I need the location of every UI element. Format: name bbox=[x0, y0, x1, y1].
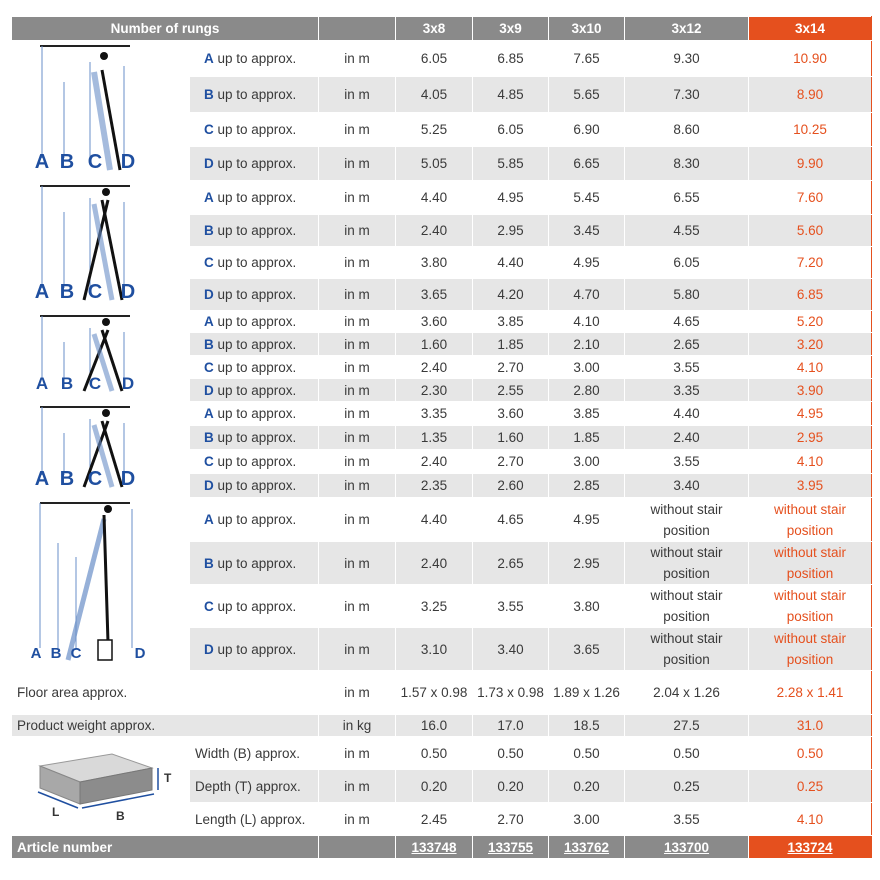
floor-area-label: Floor area approx. bbox=[12, 671, 319, 715]
unit-cell: in m bbox=[319, 279, 396, 311]
value-cell: 16.0 bbox=[396, 715, 473, 737]
unit-cell: in m bbox=[319, 498, 396, 542]
value-cell: without stair position bbox=[625, 542, 749, 585]
value-cell: 9.90 bbox=[749, 147, 872, 181]
value-cell: 4.10 bbox=[749, 450, 872, 474]
value-cell: 17.0 bbox=[473, 715, 549, 737]
spec-table-wrapper bbox=[11, 16, 872, 859]
dimension-label bbox=[190, 379, 319, 402]
dimension-letter: C bbox=[204, 454, 214, 469]
value-cell: 4.65 bbox=[625, 311, 749, 333]
value-cell: 2.10 bbox=[549, 333, 625, 356]
weight-label: Product weight approx. bbox=[12, 715, 319, 737]
header-col-3x9: 3x9 bbox=[473, 17, 549, 41]
value-cell: 8.60 bbox=[625, 113, 749, 147]
diagram-letter-c: C bbox=[88, 373, 102, 393]
up-to-text: up to approx. bbox=[213, 223, 297, 238]
value-cell: 7.20 bbox=[749, 247, 872, 279]
diagram-letter-d: D bbox=[121, 373, 135, 393]
value-cell: 1.57 x 0.98 bbox=[396, 671, 473, 715]
dimension-letter: A bbox=[204, 314, 214, 329]
up-to-text: up to approx. bbox=[213, 598, 297, 614]
value-cell: 2.85 bbox=[549, 474, 625, 498]
value-cell: without stair position bbox=[749, 498, 872, 542]
value-cell: 3.55 bbox=[625, 356, 749, 379]
weight-row bbox=[12, 715, 872, 737]
dimension-box-cell bbox=[12, 737, 190, 836]
dimension-letter: C bbox=[204, 122, 214, 137]
diagram-letter-c: C bbox=[87, 467, 103, 490]
value-cell: 4.85 bbox=[473, 77, 549, 113]
dimension-label bbox=[190, 113, 319, 147]
article-number-link[interactable]: 133724 bbox=[749, 836, 872, 859]
value-cell: 7.30 bbox=[625, 77, 749, 113]
value-cell: 2.40 bbox=[625, 426, 749, 450]
value-cell: 2.70 bbox=[473, 803, 549, 836]
value-cell: 7.60 bbox=[749, 181, 872, 215]
dimension-letter: D bbox=[204, 287, 214, 302]
article-label: Article number bbox=[12, 836, 319, 859]
ladder-diagram-cell bbox=[12, 311, 190, 402]
value-cell: 27.5 bbox=[625, 715, 749, 737]
diagram-letter-b: B bbox=[50, 644, 62, 662]
dimension-letter: B bbox=[204, 87, 214, 102]
value-cell: 1.85 bbox=[473, 333, 549, 356]
value-cell: 3.00 bbox=[549, 356, 625, 379]
value-cell: 5.60 bbox=[749, 215, 872, 247]
unit-cell: in m bbox=[319, 474, 396, 498]
value-cell: 0.25 bbox=[625, 770, 749, 803]
value-cell: 4.20 bbox=[473, 279, 549, 311]
value-cell: 4.95 bbox=[749, 402, 872, 426]
value-cell: without stair position bbox=[625, 628, 749, 671]
value-cell: 0.20 bbox=[473, 770, 549, 803]
value-cell: 1.60 bbox=[396, 333, 473, 356]
value-cell: 3.85 bbox=[549, 402, 625, 426]
value-cell: 5.25 bbox=[396, 113, 473, 147]
unit-cell: in m bbox=[319, 356, 396, 379]
dimension-label bbox=[190, 311, 319, 333]
unit-cell: in m bbox=[319, 147, 396, 181]
value-cell: 1.89 x 1.26 bbox=[549, 671, 625, 715]
value-cell: 3.00 bbox=[549, 803, 625, 836]
dimension-label bbox=[190, 215, 319, 247]
value-cell: 2.65 bbox=[625, 333, 749, 356]
up-to-text: up to approx. bbox=[213, 336, 297, 352]
value-cell: 6.85 bbox=[473, 41, 549, 77]
svg-text:L: L bbox=[52, 805, 60, 819]
value-cell: 3.40 bbox=[473, 628, 549, 671]
value-cell: 3.80 bbox=[549, 585, 625, 628]
value-cell: 3.60 bbox=[473, 402, 549, 426]
value-cell: 0.20 bbox=[396, 770, 473, 803]
value-cell: 2.30 bbox=[396, 379, 473, 402]
value-cell: 1.60 bbox=[473, 426, 549, 450]
diagram-letter-a: A bbox=[34, 467, 50, 490]
ladder-diagram-cell bbox=[12, 41, 190, 181]
value-cell: 5.05 bbox=[396, 147, 473, 181]
value-cell: 3.35 bbox=[396, 402, 473, 426]
diagram-letter-b: B bbox=[59, 467, 75, 490]
value-cell: 4.70 bbox=[549, 279, 625, 311]
value-cell: 2.04 x 1.26 bbox=[625, 671, 749, 715]
value-cell: 1.85 bbox=[549, 426, 625, 450]
floor-area-row bbox=[12, 671, 872, 715]
dimension-letter: D bbox=[204, 641, 214, 657]
unit-cell: in m bbox=[319, 181, 396, 215]
unit-cell: in m bbox=[319, 333, 396, 356]
ladder-diagram-icon bbox=[12, 403, 172, 497]
svg-text:B: B bbox=[116, 809, 125, 823]
value-cell: 4.10 bbox=[749, 803, 872, 836]
up-to-text: up to approx. bbox=[213, 287, 297, 302]
diagram-letter-a: A bbox=[35, 373, 49, 393]
value-cell: without stair position bbox=[625, 498, 749, 542]
unit-cell: in m bbox=[319, 585, 396, 628]
dimension-letter: B bbox=[204, 430, 214, 445]
dimension-label bbox=[190, 402, 319, 426]
article-number-link[interactable]: 133700 bbox=[625, 836, 749, 859]
unit-cell bbox=[319, 836, 396, 859]
value-cell: 0.25 bbox=[749, 770, 872, 803]
value-cell: 0.50 bbox=[625, 737, 749, 770]
dimension-label bbox=[190, 542, 319, 585]
header-col-3x8: 3x8 bbox=[396, 17, 473, 41]
value-cell: 2.55 bbox=[473, 379, 549, 402]
dimension-label bbox=[190, 41, 319, 77]
value-cell: 0.50 bbox=[749, 737, 872, 770]
dimension-label bbox=[190, 181, 319, 215]
dimension-label bbox=[190, 77, 319, 113]
dimension-label bbox=[190, 426, 319, 450]
unit-cell: in m bbox=[319, 379, 396, 402]
dimension-letter: A bbox=[204, 512, 214, 527]
diagram-letter-a: A bbox=[30, 644, 42, 662]
diagram-letter-d: D bbox=[120, 150, 136, 173]
unit-cell: in m bbox=[319, 737, 396, 770]
unit-cell: in m bbox=[319, 215, 396, 247]
diagram-letter-a: A bbox=[34, 280, 50, 303]
diagram-letter-d: D bbox=[120, 280, 136, 303]
value-cell: 2.80 bbox=[549, 379, 625, 402]
dimension-letter: B bbox=[204, 223, 214, 238]
up-to-text: up to approx. bbox=[213, 430, 297, 445]
ladder-diagram-cell bbox=[12, 498, 190, 671]
dimension-letter: A bbox=[204, 190, 214, 205]
svg-text:T: T bbox=[164, 771, 172, 785]
value-cell: 3.40 bbox=[625, 474, 749, 498]
diagram-letter-b: B bbox=[60, 373, 74, 393]
dimension-row bbox=[12, 737, 872, 770]
value-cell: 3.60 bbox=[396, 311, 473, 333]
header-unit bbox=[319, 17, 396, 41]
value-cell: 5.65 bbox=[549, 77, 625, 113]
dimension-letter: B bbox=[204, 555, 214, 571]
header-col-3x12: 3x12 bbox=[625, 17, 749, 41]
dimension-letter: C bbox=[204, 359, 214, 375]
value-cell: 5.80 bbox=[625, 279, 749, 311]
diagram-letter-b: B bbox=[59, 280, 75, 303]
value-cell: 2.40 bbox=[396, 356, 473, 379]
unit-cell: in m bbox=[319, 770, 396, 803]
diagram-letter-c: C bbox=[87, 150, 103, 173]
article-number-link[interactable]: 133762 bbox=[549, 836, 625, 859]
value-cell: 2.35 bbox=[396, 474, 473, 498]
dimension-label bbox=[190, 585, 319, 628]
value-cell: 5.85 bbox=[473, 147, 549, 181]
value-cell: 8.90 bbox=[749, 77, 872, 113]
table-row bbox=[12, 181, 872, 215]
ladder-diagram-icon bbox=[12, 312, 172, 401]
dimension-letter: A bbox=[204, 406, 214, 421]
value-cell: 3.85 bbox=[473, 311, 549, 333]
unit-cell: in m bbox=[319, 803, 396, 836]
value-cell: 4.40 bbox=[625, 402, 749, 426]
value-cell: 7.65 bbox=[549, 41, 625, 77]
unit-cell: in m bbox=[319, 41, 396, 77]
up-to-text: up to approx. bbox=[213, 190, 297, 205]
value-cell: 1.35 bbox=[396, 426, 473, 450]
value-cell: 4.10 bbox=[749, 356, 872, 379]
value-cell: 4.40 bbox=[396, 181, 473, 215]
table-row bbox=[12, 311, 872, 333]
dimension-label bbox=[190, 356, 319, 379]
value-cell: 3.55 bbox=[625, 450, 749, 474]
ladder-spec-table bbox=[11, 16, 872, 859]
value-cell: 6.05 bbox=[396, 41, 473, 77]
up-to-text: up to approx. bbox=[213, 51, 297, 66]
ladder-diagram-icon bbox=[12, 42, 172, 180]
value-cell: 2.40 bbox=[396, 450, 473, 474]
dimension-letter: D bbox=[204, 382, 214, 398]
value-cell: 3.65 bbox=[549, 628, 625, 671]
value-cell: 4.40 bbox=[473, 247, 549, 279]
unit-cell: in m bbox=[319, 671, 396, 715]
dimension-row-label: Width (B) approx. bbox=[190, 737, 319, 770]
value-cell: 3.55 bbox=[625, 803, 749, 836]
value-cell: 3.80 bbox=[396, 247, 473, 279]
up-to-text: up to approx. bbox=[213, 512, 297, 527]
value-cell: without stair position bbox=[625, 585, 749, 628]
up-to-text: up to approx. bbox=[213, 406, 297, 421]
unit-cell: in m bbox=[319, 450, 396, 474]
value-cell: 5.45 bbox=[549, 181, 625, 215]
ladder-diagram-cell bbox=[12, 181, 190, 311]
value-cell: 0.50 bbox=[549, 737, 625, 770]
dimension-label bbox=[190, 247, 319, 279]
up-to-text: up to approx. bbox=[213, 87, 297, 102]
value-cell: 31.0 bbox=[749, 715, 872, 737]
unit-cell: in m bbox=[319, 426, 396, 450]
value-cell: 3.00 bbox=[549, 450, 625, 474]
dimension-letter: D bbox=[204, 478, 214, 493]
unit-cell: in kg bbox=[319, 715, 396, 737]
up-to-text: up to approx. bbox=[213, 314, 297, 329]
diagram-letter-c: C bbox=[87, 280, 103, 303]
value-cell: 2.65 bbox=[473, 542, 549, 585]
up-to-text: up to approx. bbox=[213, 156, 297, 171]
value-cell: 4.95 bbox=[549, 498, 625, 542]
header-row bbox=[12, 17, 872, 41]
dimension-letter: A bbox=[204, 51, 214, 66]
value-cell: 2.70 bbox=[473, 450, 549, 474]
dimension-label bbox=[190, 450, 319, 474]
header-col-3x14: 3x14 bbox=[749, 17, 872, 41]
value-cell: 2.45 bbox=[396, 803, 473, 836]
value-cell: 3.45 bbox=[549, 215, 625, 247]
dimension-letter: C bbox=[204, 598, 214, 614]
dimension-label bbox=[190, 279, 319, 311]
value-cell: 6.65 bbox=[549, 147, 625, 181]
value-cell: 0.50 bbox=[396, 737, 473, 770]
value-cell: without stair position bbox=[749, 628, 872, 671]
value-cell: 2.40 bbox=[396, 215, 473, 247]
value-cell: 2.28 x 1.41 bbox=[749, 671, 872, 715]
value-cell: 5.20 bbox=[749, 311, 872, 333]
diagram-letter-d: D bbox=[134, 644, 146, 662]
header-col-3x10: 3x10 bbox=[549, 17, 625, 41]
dimension-label bbox=[190, 147, 319, 181]
unit-cell: in m bbox=[319, 542, 396, 585]
table-row bbox=[12, 498, 872, 542]
dimension-row-label: Depth (T) approx. bbox=[190, 770, 319, 803]
value-cell: 2.40 bbox=[396, 542, 473, 585]
value-cell: 3.25 bbox=[396, 585, 473, 628]
value-cell: 6.05 bbox=[625, 247, 749, 279]
value-cell: 0.50 bbox=[473, 737, 549, 770]
unit-cell: in m bbox=[319, 311, 396, 333]
up-to-text: up to approx. bbox=[213, 454, 297, 469]
value-cell: 3.10 bbox=[396, 628, 473, 671]
value-cell: 0.20 bbox=[549, 770, 625, 803]
value-cell: 2.70 bbox=[473, 356, 549, 379]
unit-cell: in m bbox=[319, 402, 396, 426]
table-row bbox=[12, 402, 872, 426]
value-cell: 4.05 bbox=[396, 77, 473, 113]
unit-cell: in m bbox=[319, 77, 396, 113]
value-cell: 2.95 bbox=[549, 542, 625, 585]
up-to-text: up to approx. bbox=[213, 641, 297, 657]
value-cell: 4.55 bbox=[625, 215, 749, 247]
article-number-link[interactable]: 133748 bbox=[396, 836, 473, 859]
dimension-letter: B bbox=[204, 336, 214, 352]
unit-cell: in m bbox=[319, 628, 396, 671]
diagram-letter-a: A bbox=[34, 150, 50, 173]
value-cell: 6.85 bbox=[749, 279, 872, 311]
unit-cell: in m bbox=[319, 247, 396, 279]
value-cell: 6.90 bbox=[549, 113, 625, 147]
table-body bbox=[12, 41, 872, 859]
value-cell: without stair position bbox=[749, 585, 872, 628]
dimension-label bbox=[190, 333, 319, 356]
value-cell: without stair position bbox=[749, 542, 872, 585]
value-cell: 6.05 bbox=[473, 113, 549, 147]
dimension-label bbox=[190, 498, 319, 542]
value-cell: 1.73 x 0.98 bbox=[473, 671, 549, 715]
up-to-text: up to approx. bbox=[213, 382, 297, 398]
value-cell: 3.95 bbox=[749, 474, 872, 498]
up-to-text: up to approx. bbox=[213, 255, 297, 270]
diagram-letter-b: B bbox=[59, 150, 75, 173]
diagram-letter-d: D bbox=[120, 467, 136, 490]
dimension-row-label: Length (L) approx. bbox=[190, 803, 319, 836]
diagram-letter-c: C bbox=[70, 644, 82, 662]
value-cell: 6.55 bbox=[625, 181, 749, 215]
value-cell: 3.55 bbox=[473, 585, 549, 628]
ladder-diagram-icon bbox=[12, 499, 172, 670]
value-cell: 3.35 bbox=[625, 379, 749, 402]
table-row bbox=[12, 41, 872, 77]
value-cell: 4.95 bbox=[473, 181, 549, 215]
value-cell: 10.25 bbox=[749, 113, 872, 147]
value-cell: 18.5 bbox=[549, 715, 625, 737]
dimension-letter: D bbox=[204, 156, 214, 171]
up-to-text: up to approx. bbox=[213, 555, 297, 571]
value-cell: 9.30 bbox=[625, 41, 749, 77]
dimension-letter: C bbox=[204, 255, 214, 270]
value-cell: 4.95 bbox=[549, 247, 625, 279]
article-row bbox=[12, 836, 872, 859]
ladder-diagram-icon bbox=[12, 182, 172, 310]
unit-cell: in m bbox=[319, 113, 396, 147]
value-cell: 2.95 bbox=[749, 426, 872, 450]
value-cell: 4.10 bbox=[549, 311, 625, 333]
dimension-box-icon bbox=[12, 738, 182, 834]
value-cell: 3.20 bbox=[749, 333, 872, 356]
article-number-link[interactable]: 133755 bbox=[473, 836, 549, 859]
up-to-text: up to approx. bbox=[213, 359, 297, 375]
value-cell: 10.90 bbox=[749, 41, 872, 77]
dimension-label bbox=[190, 474, 319, 498]
value-cell: 3.90 bbox=[749, 379, 872, 402]
value-cell: 2.60 bbox=[473, 474, 549, 498]
up-to-text: up to approx. bbox=[213, 122, 297, 137]
header-title: Number of rungs bbox=[12, 17, 319, 41]
value-cell: 2.95 bbox=[473, 215, 549, 247]
value-cell: 4.65 bbox=[473, 498, 549, 542]
value-cell: 4.40 bbox=[396, 498, 473, 542]
value-cell: 3.65 bbox=[396, 279, 473, 311]
up-to-text: up to approx. bbox=[213, 478, 297, 493]
ladder-diagram-cell bbox=[12, 402, 190, 498]
dimension-label bbox=[190, 628, 319, 671]
value-cell: 8.30 bbox=[625, 147, 749, 181]
